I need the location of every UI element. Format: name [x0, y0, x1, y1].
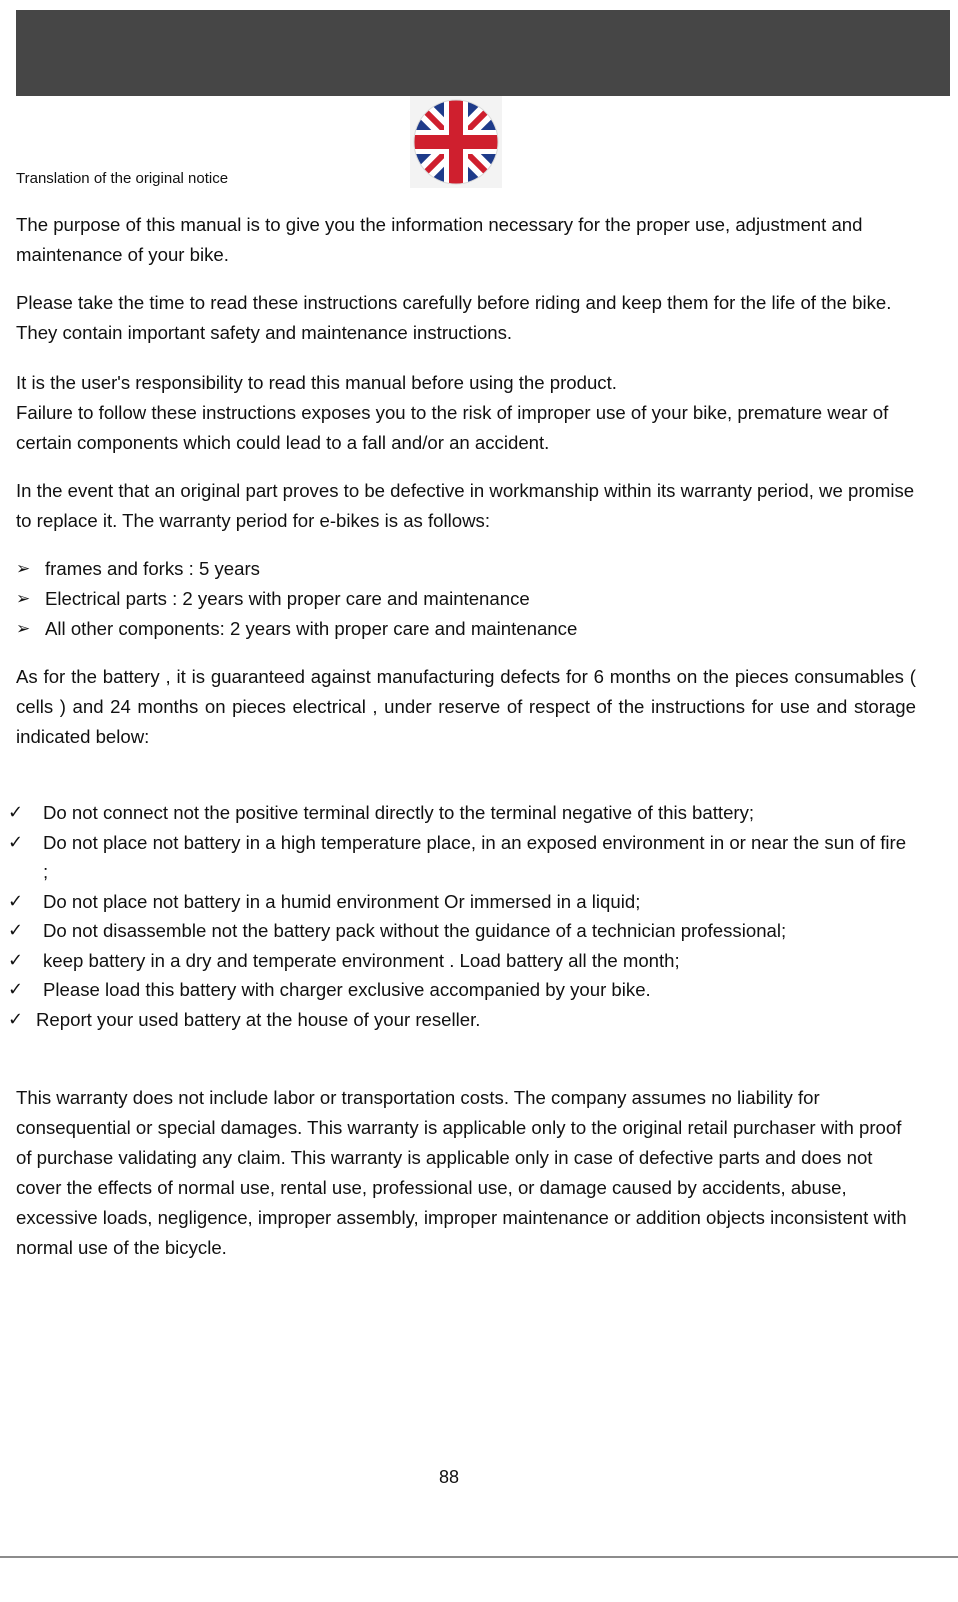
list-item: [8, 975, 908, 1005]
check-mark-icon: ✓: [8, 949, 24, 970]
battery-rule-text: Do not disassemble not the battery pack without the guidance of a technician professional;: [43, 920, 787, 941]
warranty-item-text: Electrical parts : 2 years with proper care and maintenance: [45, 588, 530, 609]
check-mark-icon: ✓: [8, 890, 24, 911]
battery-rules-list: [8, 798, 908, 1034]
list-item: [16, 584, 916, 614]
battery-guarantee-paragraph: As for the battery , it is guaranteed against manufacturing defects for 6 months on the pieces consumables ( cells ) and 24 months on pieces electrical , under reserve of respect of the instructions for use and storage indicated below:: [16, 666, 916, 747]
manual-content: [16, 210, 916, 752]
battery-rule-text: keep battery in a dry and temperate environment . Load battery all the month;: [43, 949, 680, 971]
check-mark-icon: ✓: [8, 920, 24, 940]
list-item: [16, 554, 916, 584]
battery-rule-text: Do not connect not the positive terminal directly to the terminal negative of this battery;: [43, 802, 755, 823]
list-item: [8, 887, 908, 917]
warranty-exclusions-paragraph: This warranty does not include labor or transportation costs. The company assumes no liability for consequential or special damages. This warranty is applicable only to the original retail purchaser with proof of purchase validating any claim. This warranty is applicable only in case of defective parts and does not cover the effects of normal use, rental use, professional use, or damage caused by accidents, abuse, excessive loads, negligence, improper assembly, improper maintenance or addition objects inconsistent with normal use of the bicycle.: [16, 1087, 907, 1258]
battery-rule-text: Please load this battery with charger exclusive accompanied by your bike.: [43, 979, 651, 1000]
translation-notice: Translation of the original notice: [16, 170, 229, 187]
warranty-item-text: All other components: 2 years with proper care and maintenance: [45, 618, 578, 639]
warranty-intro-paragraph: In the event that an original part proves to be defective in workmanship within its warranty period, we promise to replace it. The warranty period for e-bikes is as follows:: [16, 480, 915, 531]
battery-rule-text: Report your used battery at the house of your reseller.: [36, 1008, 481, 1030]
user-responsibility-line: It is the user's responsibility to read this manual before using the product.: [16, 372, 617, 393]
failure-consequences-line: Failure to follow these instructions exposes you to the risk of improper use of your bike, premature wear of certain components which could lead to a fall and/or an accident.: [16, 402, 889, 453]
header-bar: [16, 10, 950, 96]
union-jack-flag-icon: [410, 96, 502, 188]
check-mark-icon: ✓: [8, 979, 24, 999]
check-mark-icon: ✓: [8, 1008, 24, 1029]
check-mark-icon: ✓: [8, 831, 24, 852]
arrow-bullet-icon: ➢: [16, 559, 31, 578]
list-item: [8, 828, 908, 887]
battery-rule-text: Do not place not battery in a high temperature place, in an exposed environment in or near the sun of fire ;: [43, 831, 907, 882]
purpose-paragraph: The purpose of this manual is to give you the information necessary for the proper use, adjustment and maintenance of your bike.: [16, 214, 863, 265]
list-item: [16, 614, 916, 644]
list-item: [8, 916, 908, 946]
list-item: [8, 798, 908, 828]
page-number: 88: [438, 1467, 460, 1487]
list-item: [8, 946, 908, 976]
warranty-item-text: frames and forks : 5 years: [45, 558, 260, 579]
read-instructions-paragraph: Please take the time to read these instructions carefully before riding and keep them for the life of the bike. They contain important safety and maintenance instructions.: [16, 292, 892, 343]
arrow-bullet-icon: ➢: [16, 589, 31, 608]
page-bottom-divider: [0, 1556, 958, 1558]
warranty-period-list: [16, 554, 916, 644]
check-mark-icon: ✓: [8, 802, 24, 822]
arrow-bullet-icon: ➢: [16, 619, 31, 638]
battery-rule-text: Do not place not battery in a humid environment Or immersed in a liquid;: [43, 890, 641, 912]
list-item: [8, 1005, 908, 1035]
